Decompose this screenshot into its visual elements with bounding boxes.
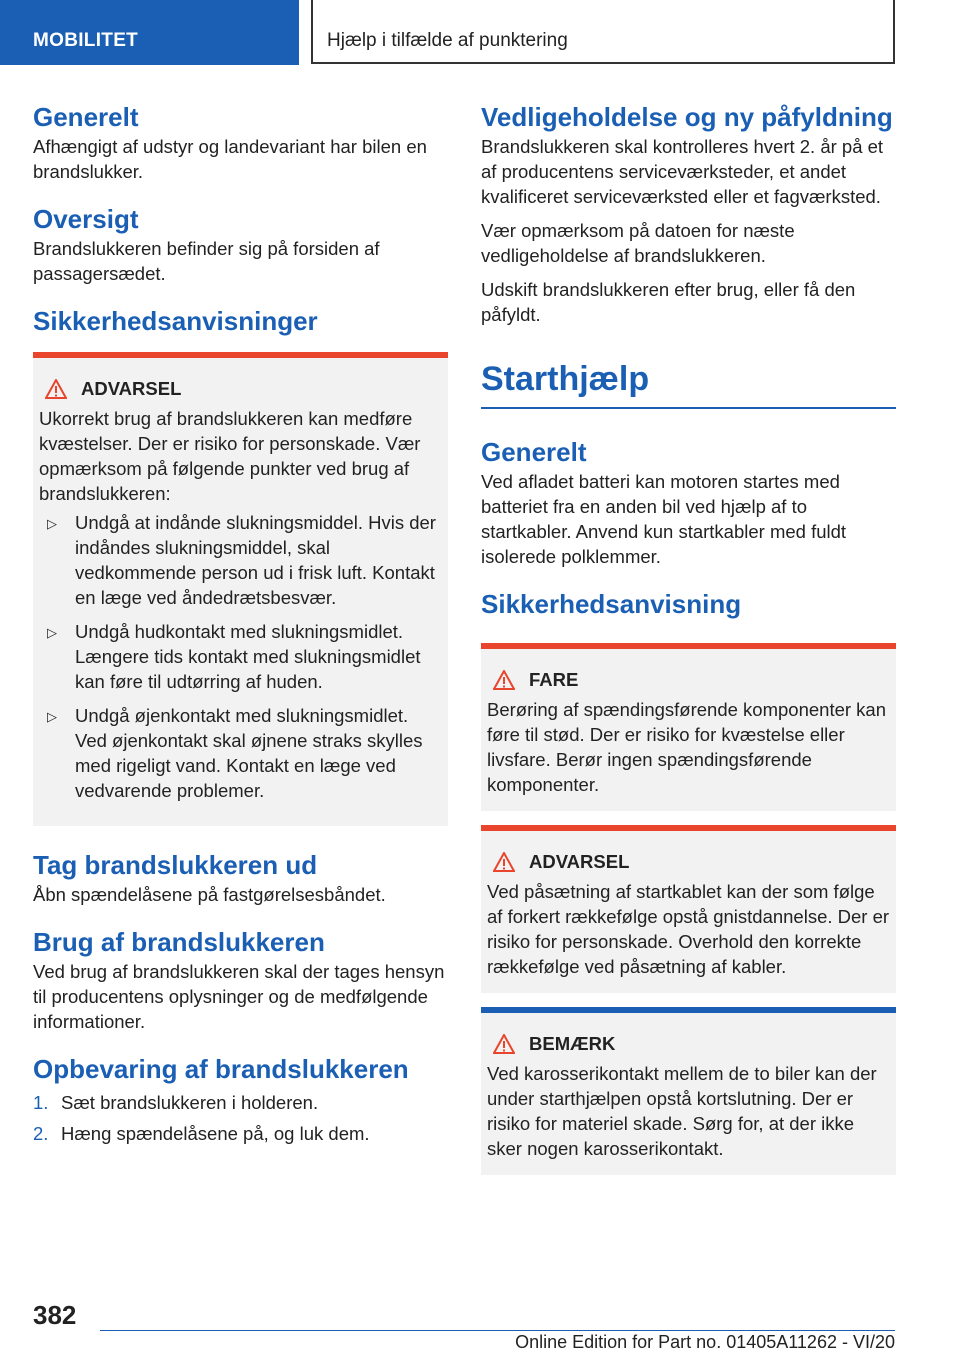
page-number: 382 [33,1300,77,1330]
paragraph-generelt: Afhængigt af udstyr og landevariant har bilen en brandslukker. [33,136,427,182]
heading-oversigt: Oversigt [33,204,139,234]
list-item: ▷ Undgå øjenkontakt med slukningsmidlet. Ved øjenkontakt skal øjnene straks skylles med rigeligt vand. Kontakt en læge ved vedvarende problemer. [47,705,423,801]
heading-generelt: Generelt [33,102,139,132]
chapter-header [311,0,895,64]
warning-triangle-icon [45,379,67,399]
notice-box [481,1007,896,1175]
heading-opbevaring: Opbevaring af brandslukkeren [33,1054,409,1084]
paragraph-oversigt: Brandslukkeren befinder sig på forsiden af passagersædet. [33,238,380,284]
warning-bullet-list [39,510,442,803]
heading-tag-brandslukkeren-ud: Tag brandslukkeren ud [33,850,318,880]
notice-label: BEMÆRK [529,1033,616,1054]
heading-sikkerhedsanvisning: Sikkerhedsanvisning [481,589,742,619]
section-label: MOBILITET [33,30,139,51]
warning-box [481,825,896,993]
list-item: 2. Hæng spændelåsene på, og luk dem. [33,1123,370,1144]
heading-starthjaelp: Starthjælp [481,360,650,398]
warning-triangle-icon [493,852,515,872]
warning-box [33,352,448,826]
triangle-bullet-icon: ▷ [47,625,57,640]
list-item: ▷ Undgå hudkontakt med slukningsmidlet. Længere tids kontakt med slukningsmidlet kan føre til udtørring af huden. [47,621,421,692]
heading-brug: Brug af brandslukkeren [33,927,325,957]
warning-triangle-icon [493,670,515,690]
footer-divider [100,1330,895,1331]
left-column [33,100,448,1152]
danger-box [481,643,896,811]
heading-sikkerhedsanvisninger: Sikkerhedsanvisninger [33,306,318,336]
heading-vedligeholdelse: Vedligeholdelse og ny påfyldning [481,102,893,132]
danger-text: Berøring af spændingsførende komponenter kan føre til stød. Der er risiko for kvæstelse eller livsfare. Berør ingen spændingsførende komponenter. [487,699,886,795]
section-tab [0,0,299,65]
triangle-bullet-icon: ▷ [47,709,57,724]
heading-generelt-start: Generelt [481,437,587,467]
warning-label: ADVARSEL [81,378,182,399]
danger-label: FARE [529,669,579,690]
warning-label: ADVARSEL [529,851,630,872]
notice-triangle-icon [493,1034,515,1054]
triangle-bullet-icon: ▷ [47,516,57,531]
steps-list [33,1090,448,1146]
list-item: ▷ Undgå at indånde slukningsmiddel. Hvis der indåndes slukningsmiddel, skal vedkommende person ud i frisk luft. Kontakt en læge ved åndedrætsbesvær. [47,512,436,608]
paragraph-generelt-start: Ved afladet batteri kan motoren startes med batteriet fra en anden bil ved hjælp af to startkabler. Anvend kun startkabler med fuldt isolerede polklemmer. [481,471,847,567]
chapter-title: Hjælp i tilfælde af punktering [327,30,568,51]
warning-text: Ved påsætning af startkablet kan der som følge af forkert rækkefølge opstå gnistdannelse. Der er risiko for personskade. Overhold den korrekte rækkefølge ved påsætning af kabler. [487,881,890,977]
footer-edition: Online Edition for Part no. 01405A11262 - VI/20 [515,1332,895,1352]
paragraph-vedlige-3: Udskift brandslukkeren efter brug, eller få den påfyldt. [481,279,856,325]
right-column [481,100,896,1175]
paragraph-vedlige-2: Vær opmærksom på datoen for næste vedligeholdelse af brandslukkeren. [481,220,795,266]
paragraph-brug: Ved brug af brandslukkeren skal der tages hensyn til producentens oplysninger og de medfølgende informationer. [33,961,445,1032]
paragraph-tag: Åbn spændelåsene på fastgørelsesbåndet. [33,884,386,905]
paragraph-vedlige-1: Brandslukkeren skal kontrolleres hvert 2. år på et af producentens serviceværksteder, et andet kvalificeret serviceværksted eller et fagværksted. [481,136,884,207]
list-item: 1. Sæt brandslukkeren i holderen. [33,1092,319,1113]
notice-text: Ved karosserikontakt mellem de to biler kan der under starthjælpen opstå kortslutning. Der er risiko for materiel skade. Sørg for, at der ikke sker nogen karosserikontakt. [487,1063,877,1159]
warning-text: Ukorrekt brug af brandslukkeren kan medføre kvæstelser. Der er risiko for personskade. Vær opmærksom på følgende punkter ved brug af brandslukkeren: [39,408,421,504]
